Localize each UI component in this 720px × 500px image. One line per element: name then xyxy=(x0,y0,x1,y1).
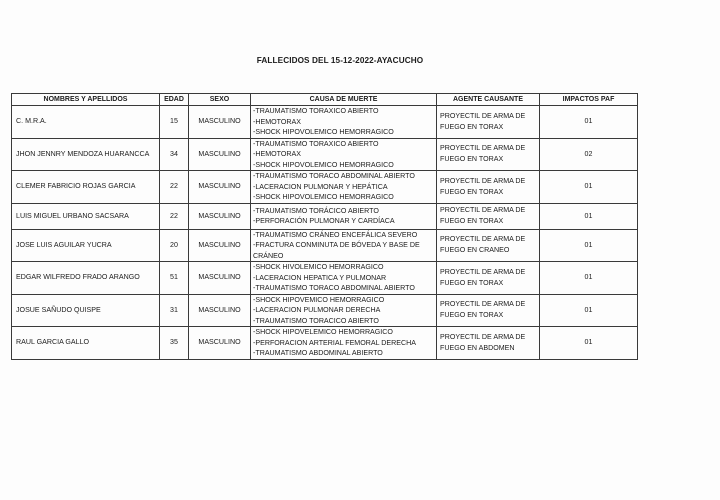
cause-line: -TRAUMATISMO TORACO ABDOMINAL ABIERTO xyxy=(253,172,415,180)
cell-impacts: 01 xyxy=(540,294,638,327)
cell-cause xyxy=(251,262,437,295)
cell-name: JOSE LUIS AGUILAR YUCRA xyxy=(12,229,160,262)
cell-impacts: 01 xyxy=(540,106,638,139)
cell-agent: PROYECTIL DE ARMA DE FUEGO EN TORAX xyxy=(437,203,540,229)
cause-line: -PERFORACION ARTERIAL FEMORAL DERECHA xyxy=(253,338,416,347)
cell-sex: MASCULINO xyxy=(189,294,251,327)
cell-agent: PROYECTIL DE ARMA DE FUEGO EN TORAX xyxy=(437,171,540,204)
cell-cause xyxy=(251,106,437,139)
table-row xyxy=(12,327,638,360)
cause-line: -LACERACION PULMONAR Y HEPÁTICA xyxy=(253,182,388,191)
cell-sex: MASCULINO xyxy=(189,106,251,139)
table-header-row xyxy=(12,94,638,106)
cell-sex: MASCULINO xyxy=(189,171,251,204)
table-row xyxy=(12,229,638,262)
cell-cause xyxy=(251,229,437,262)
table-row xyxy=(12,294,638,327)
header-names: NOMBRES Y APELLIDOS xyxy=(12,94,160,106)
cell-name: JHON JENNRY MENDOZA HUARANCCA xyxy=(12,138,160,171)
cell-age: 22 xyxy=(160,171,189,204)
header-cause: CAUSA DE MUERTE xyxy=(251,94,437,106)
cell-age: 20 xyxy=(160,229,189,262)
cause-line: -TRAUMATISMO TORAXICO ABIERTO xyxy=(253,139,379,148)
cell-age: 35 xyxy=(160,327,189,360)
cell-cause xyxy=(251,327,437,360)
cell-cause xyxy=(251,171,437,204)
cell-age: 15 xyxy=(160,106,189,139)
cell-impacts: 02 xyxy=(540,138,638,171)
table-row xyxy=(12,203,638,229)
cause-line: -LACERACION PULMONAR DERECHA xyxy=(253,306,381,314)
cause-line: -LACERACION HEPATICA Y PULMONAR xyxy=(253,273,387,282)
cell-impacts: 01 xyxy=(540,171,638,204)
cell-name: C. M.R.A. xyxy=(12,106,160,139)
cell-impacts: 01 xyxy=(540,229,638,262)
cell-impacts: 01 xyxy=(540,262,638,295)
table-row xyxy=(12,138,638,171)
cell-agent: PROYECTIL DE ARMA DE FUEGO EN TORAX xyxy=(437,294,540,327)
header-sex: SEXO xyxy=(189,94,251,106)
cause-line: -TRAUMATISMO TORAXICO ABIERTO xyxy=(253,107,379,115)
cell-age: 34 xyxy=(160,138,189,171)
cell-sex: MASCULINO xyxy=(189,327,251,360)
page-title: FALLECIDOS DEL 15-12-2022-AYACUCHO xyxy=(256,56,424,65)
cell-cause xyxy=(251,138,437,171)
cell-sex: MASCULINO xyxy=(189,138,251,171)
cell-name: EDGAR WILFREDO FRADO ARANGO xyxy=(12,262,160,295)
deceased-table xyxy=(11,93,638,360)
cell-sex: MASCULINO xyxy=(189,203,251,229)
cell-agent: PROYECTIL DE ARMA DE FUEGO EN TORAX xyxy=(437,106,540,139)
cause-line: -TRAUMATISMO TORÁCICO ABIERTO xyxy=(253,206,379,215)
cell-name: CLEMER FABRICIO ROJAS GARCIA xyxy=(12,171,160,204)
cell-agent: PROYECTIL DE ARMA DE FUEGO EN CRANEO xyxy=(437,229,540,262)
cause-line: CRÁNEO xyxy=(253,251,284,260)
cause-line: -TRAUMATISMO ABDOMINAL ABIERTO xyxy=(253,349,383,357)
cause-line: -HEMOTORAX xyxy=(253,150,301,158)
cause-line: -TRAUMATISMO TORACO ABDOMINAL ABIERTO xyxy=(253,284,415,292)
cell-age: 31 xyxy=(160,294,189,327)
cause-line: -SHOCK HIPOVELEMICO HEMORRAGICO xyxy=(253,328,393,336)
cell-sex: MASCULINO xyxy=(189,229,251,262)
cell-agent: PROYECTIL DE ARMA DE FUEGO EN ABDOMEN xyxy=(437,327,540,360)
cell-impacts: 01 xyxy=(540,203,638,229)
cell-agent: PROYECTIL DE ARMA DE FUEGO EN TORAX xyxy=(437,138,540,171)
cause-line: -TRAUMATISMO CRÁNEO ENCEFÁLICA SEVERO xyxy=(253,230,418,239)
cause-line: -SHOCK HIPOVOLEMICO HEMORRAGICO xyxy=(253,128,394,136)
cause-line: -SHOCK HIVOLEMICO HEMORRAGICO xyxy=(253,263,384,271)
cell-name: RAUL GARCIA GALLO xyxy=(12,327,160,360)
cell-cause xyxy=(251,203,437,229)
cell-sex: MASCULINO xyxy=(189,262,251,295)
cell-agent: PROYECTIL DE ARMA DE FUEGO EN TORAX xyxy=(437,262,540,295)
table-row xyxy=(12,262,638,295)
header-agent: AGENTE CAUSANTE xyxy=(437,94,540,106)
cell-name: LUIS MIGUEL URBANO SACSARA xyxy=(12,203,160,229)
cell-name: JOSUE SAÑUDO QUISPE xyxy=(12,294,160,327)
table-row xyxy=(12,106,638,139)
cause-line: -PERFORACIÓN PULMONAR Y CARDÍACA xyxy=(253,217,395,225)
cause-line: -SHOCK HIPOVEMICO HEMORRAGICO xyxy=(253,295,385,304)
cause-line: -TRAUMATISMO TORACICO ABIERTO xyxy=(253,316,379,325)
header-impacts: IMPACTOS PAF xyxy=(540,94,638,106)
cause-line: -HEMOTORAX xyxy=(253,117,301,126)
table-row xyxy=(12,171,638,204)
cause-line: -FRACTURA CONMINUTA DE BÓVEDA Y BASE DE xyxy=(253,241,420,249)
cause-line: -SHOCK HIPOVOLEMICO HEMORRAGICO xyxy=(253,160,394,169)
cell-cause xyxy=(251,294,437,327)
cell-age: 51 xyxy=(160,262,189,295)
cell-age: 22 xyxy=(160,203,189,229)
cause-line: -SHOCK HIPOVOLEMICO HEMORRAGICO xyxy=(253,193,394,201)
cell-impacts: 01 xyxy=(540,327,638,360)
header-age: EDAD xyxy=(160,94,189,106)
